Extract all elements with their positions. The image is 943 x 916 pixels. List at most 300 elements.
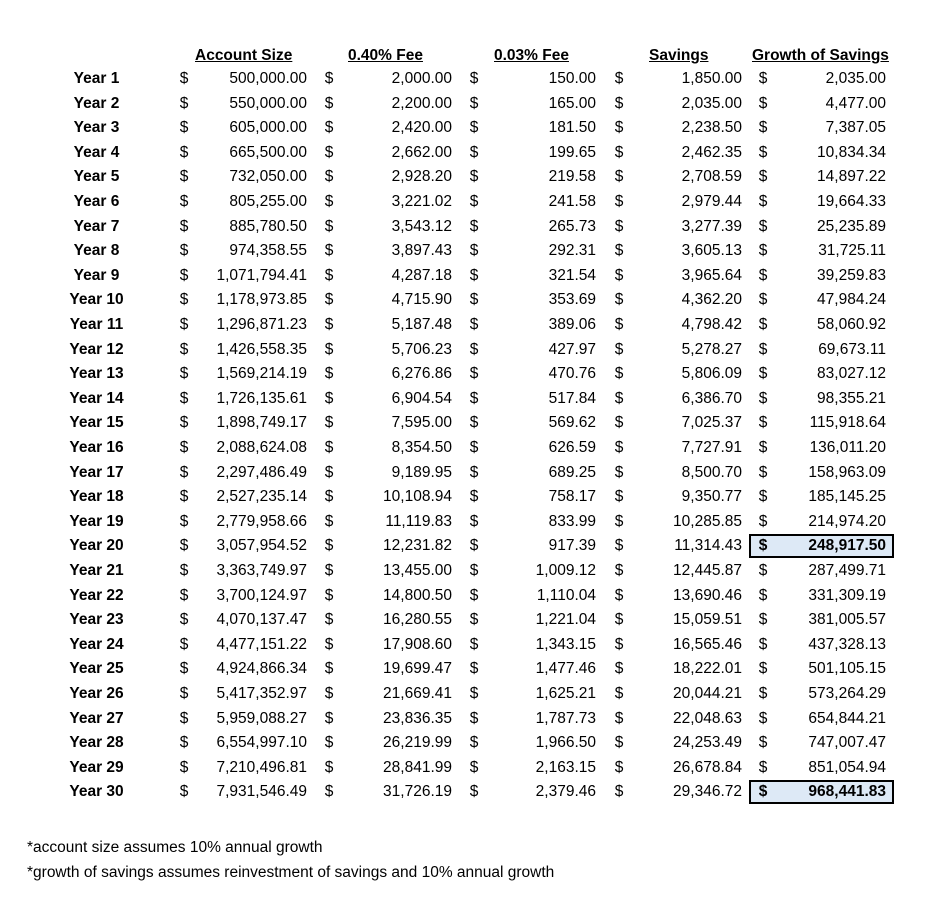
dollar-sign: $ xyxy=(469,439,479,456)
dollar-sign: $ xyxy=(758,488,768,506)
dollar-sign: $ xyxy=(324,340,334,358)
year-label: Year 24 xyxy=(69,635,124,653)
account-size-value: 3,700,124.97 xyxy=(216,586,307,604)
dollar-sign: $ xyxy=(469,70,479,87)
dollar-sign: $ xyxy=(758,463,768,481)
account-size-value: 5,959,088.27 xyxy=(216,709,307,727)
dollar-sign: $ xyxy=(469,635,479,653)
dollar-sign: $ xyxy=(469,414,479,432)
growth-of-savings-value: 19,664.33 xyxy=(817,193,886,210)
fee-040-value: 28,841.99 xyxy=(383,758,452,776)
savings-value: 1,850.00 xyxy=(681,70,742,87)
fee-040-value: 31,726.19 xyxy=(383,783,452,801)
year-label: Year 23 xyxy=(69,611,124,629)
fee-040-value: 3,543.12 xyxy=(391,217,452,235)
dollar-sign: $ xyxy=(324,70,334,87)
fee-003-value: 265.73 xyxy=(548,217,596,235)
year-label: Year 30 xyxy=(69,783,124,801)
fee-040-value: 26,219.99 xyxy=(383,734,452,752)
dollar-sign: $ xyxy=(469,783,479,801)
fee-040-value: 21,669.41 xyxy=(383,685,452,702)
dollar-sign: $ xyxy=(614,70,624,87)
header-account-size: Account Size xyxy=(195,47,293,64)
dollar-sign: $ xyxy=(179,70,189,87)
year-label: Year 11 xyxy=(69,316,124,333)
growth-of-savings-value: 136,011.20 xyxy=(809,439,886,456)
dollar-sign: $ xyxy=(469,709,479,727)
dollar-sign: $ xyxy=(324,734,334,752)
year-label: Year 14 xyxy=(69,389,124,407)
table-row xyxy=(0,510,943,535)
dollar-sign: $ xyxy=(469,537,479,555)
dollar-sign: $ xyxy=(324,242,334,260)
dollar-sign: $ xyxy=(614,143,624,161)
fee-040-value: 16,280.55 xyxy=(383,611,452,629)
growth-of-savings-value: 158,963.09 xyxy=(808,463,886,481)
year-label: Year 28 xyxy=(69,734,124,752)
fee-003-value: 353.69 xyxy=(548,291,596,309)
dollar-sign: $ xyxy=(179,193,189,210)
fee-040-value: 19,699.47 xyxy=(383,660,452,678)
fee-040-value: 4,287.18 xyxy=(391,266,452,284)
dollar-sign: $ xyxy=(758,217,768,235)
dollar-sign: $ xyxy=(179,685,189,702)
year-label: Year 17 xyxy=(69,463,124,481)
growth-of-savings-value: 69,673.11 xyxy=(818,340,886,358)
dollar-sign: $ xyxy=(614,217,624,235)
account-size-value: 1,726,135.61 xyxy=(216,389,307,407)
table-row xyxy=(0,362,943,387)
fee-003-value: 165.00 xyxy=(548,94,596,112)
growth-of-savings-value: 248,917.50 xyxy=(808,537,886,555)
fee-040-value: 13,455.00 xyxy=(383,562,452,579)
account-size-value: 974,358.55 xyxy=(229,242,307,260)
year-label: Year 29 xyxy=(69,758,124,776)
savings-value: 5,806.09 xyxy=(681,365,742,383)
fee-040-value: 8,354.50 xyxy=(391,439,452,456)
dollar-sign: $ xyxy=(324,586,334,604)
dollar-sign: $ xyxy=(469,168,479,186)
dollar-sign: $ xyxy=(614,340,624,358)
growth-of-savings-value: 47,984.24 xyxy=(817,291,886,309)
year-label: Year 13 xyxy=(69,365,124,383)
dollar-sign: $ xyxy=(469,365,479,383)
dollar-sign: $ xyxy=(469,512,479,530)
dollar-sign: $ xyxy=(469,685,479,702)
dollar-sign: $ xyxy=(324,291,334,309)
year-label: Year 25 xyxy=(69,660,124,678)
dollar-sign: $ xyxy=(469,291,479,309)
account-size-value: 665,500.00 xyxy=(229,143,307,161)
dollar-sign: $ xyxy=(179,242,189,260)
dollar-sign: $ xyxy=(179,217,189,235)
savings-value: 10,285.85 xyxy=(673,512,742,530)
dollar-sign: $ xyxy=(179,143,189,161)
dollar-sign: $ xyxy=(758,660,768,678)
fee-040-value: 9,189.95 xyxy=(391,463,452,481)
table-row xyxy=(0,288,943,313)
dollar-sign: $ xyxy=(469,562,479,579)
account-size-value: 2,297,486.49 xyxy=(216,463,307,481)
dollar-sign: $ xyxy=(469,758,479,776)
dollar-sign: $ xyxy=(179,340,189,358)
dollar-sign: $ xyxy=(758,291,768,309)
table-row xyxy=(0,338,943,363)
dollar-sign: $ xyxy=(324,389,334,407)
dollar-sign: $ xyxy=(469,660,479,678)
account-size-value: 1,426,558.35 xyxy=(216,340,307,358)
savings-value: 4,798.42 xyxy=(681,316,742,333)
dollar-sign: $ xyxy=(179,414,189,432)
fee-040-value: 23,836.35 xyxy=(383,709,452,727)
year-label: Year 12 xyxy=(69,340,124,358)
fee-040-value: 12,231.82 xyxy=(383,537,452,555)
savings-value: 26,678.84 xyxy=(673,758,742,776)
savings-value: 2,238.50 xyxy=(681,119,742,137)
account-size-value: 1,296,871.23 xyxy=(216,316,307,333)
dollar-sign: $ xyxy=(758,685,768,702)
dollar-sign: $ xyxy=(179,316,189,333)
dollar-sign: $ xyxy=(324,414,334,432)
account-size-value: 4,477,151.22 xyxy=(216,635,307,653)
savings-value: 24,253.49 xyxy=(673,734,742,752)
fee-003-value: 1,343.15 xyxy=(535,635,596,653)
year-label: Year 3 xyxy=(73,119,120,137)
year-label: Year 10 xyxy=(69,291,124,309)
fee-003-value: 626.59 xyxy=(548,439,596,456)
table-row xyxy=(0,116,943,141)
savings-value: 2,462.35 xyxy=(681,143,742,161)
fee-040-value: 4,715.90 xyxy=(391,291,452,309)
table-row xyxy=(0,780,943,805)
fee-003-value: 427.97 xyxy=(548,340,596,358)
dollar-sign: $ xyxy=(179,512,189,530)
dollar-sign: $ xyxy=(758,365,768,383)
dollar-sign: $ xyxy=(324,143,334,161)
dollar-sign: $ xyxy=(469,488,479,506)
fee-040-value: 3,221.02 xyxy=(391,193,452,210)
dollar-sign: $ xyxy=(614,635,624,653)
fee-040-value: 10,108.94 xyxy=(383,488,452,506)
year-label: Year 4 xyxy=(73,143,120,161)
dollar-sign: $ xyxy=(179,463,189,481)
growth-of-savings-value: 115,918.64 xyxy=(809,414,886,432)
year-label: Year 5 xyxy=(73,168,120,186)
fee-003-value: 569.62 xyxy=(548,414,596,432)
fee-003-value: 150.00 xyxy=(548,70,596,87)
dollar-sign: $ xyxy=(758,193,768,210)
dollar-sign: $ xyxy=(758,758,768,776)
dollar-sign: $ xyxy=(758,119,768,137)
dollar-sign: $ xyxy=(758,242,768,260)
growth-of-savings-value: 58,060.92 xyxy=(817,316,886,333)
savings-value: 12,445.87 xyxy=(673,562,742,579)
savings-value: 15,059.51 xyxy=(673,611,742,629)
account-size-value: 2,779,958.66 xyxy=(216,512,307,530)
fee-040-value: 5,187.48 xyxy=(391,316,452,333)
fee-040-value: 3,897.43 xyxy=(391,242,452,260)
fee-003-value: 2,379.46 xyxy=(535,783,596,801)
dollar-sign: $ xyxy=(179,611,189,629)
dollar-sign: $ xyxy=(614,512,624,530)
dollar-sign: $ xyxy=(324,512,334,530)
growth-of-savings-value: 573,264.29 xyxy=(808,685,886,702)
dollar-sign: $ xyxy=(614,562,624,579)
dollar-sign: $ xyxy=(614,660,624,678)
account-size-value: 2,527,235.14 xyxy=(216,488,307,506)
savings-value: 22,048.63 xyxy=(673,709,742,727)
growth-of-savings-value: 185,145.25 xyxy=(808,488,886,506)
dollar-sign: $ xyxy=(758,512,768,530)
fee-040-value: 2,928.20 xyxy=(391,168,452,186)
year-label: Year 7 xyxy=(73,217,120,235)
year-label: Year 2 xyxy=(73,94,120,112)
year-label: Year 1 xyxy=(73,70,120,87)
dollar-sign: $ xyxy=(758,414,768,432)
year-label: Year 15 xyxy=(69,414,124,432)
dollar-sign: $ xyxy=(179,586,189,604)
savings-value: 2,979.44 xyxy=(681,193,742,210)
dollar-sign: $ xyxy=(179,119,189,137)
account-size-value: 1,178,973.85 xyxy=(216,291,307,309)
dollar-sign: $ xyxy=(179,734,189,752)
dollar-sign: $ xyxy=(614,734,624,752)
account-size-value: 5,417,352.97 xyxy=(216,685,307,702)
table-row xyxy=(0,264,943,289)
table-row xyxy=(0,67,943,92)
dollar-sign: $ xyxy=(469,734,479,752)
fee-040-value: 6,276.86 xyxy=(391,365,452,383)
dollar-sign: $ xyxy=(614,783,624,801)
dollar-sign: $ xyxy=(179,783,189,801)
dollar-sign: $ xyxy=(469,389,479,407)
dollar-sign: $ xyxy=(324,94,334,112)
fee-003-value: 758.17 xyxy=(548,488,596,506)
dollar-sign: $ xyxy=(758,143,768,161)
account-size-value: 4,924,866.34 xyxy=(216,660,307,678)
account-size-value: 605,000.00 xyxy=(229,119,307,137)
growth-of-savings-value: 501,105.15 xyxy=(808,660,886,678)
account-size-value: 805,255.00 xyxy=(229,193,307,210)
fee-003-value: 1,009.12 xyxy=(535,562,596,579)
fee-040-value: 17,908.60 xyxy=(383,635,452,653)
savings-value: 3,965.64 xyxy=(681,266,742,284)
dollar-sign: $ xyxy=(758,562,768,579)
dollar-sign: $ xyxy=(758,316,768,333)
dollar-sign: $ xyxy=(324,463,334,481)
fee-040-value: 11,119.83 xyxy=(385,512,452,530)
dollar-sign: $ xyxy=(758,340,768,358)
dollar-sign: $ xyxy=(324,217,334,235)
dollar-sign: $ xyxy=(469,266,479,284)
growth-of-savings-value: 287,499.71 xyxy=(808,562,886,579)
dollar-sign: $ xyxy=(324,316,334,333)
growth-of-savings-value: 851,054.94 xyxy=(808,758,886,776)
table-row xyxy=(0,141,943,166)
growth-of-savings-value: 31,725.11 xyxy=(818,242,886,260)
fee-003-value: 1,625.21 xyxy=(535,685,596,702)
fee-003-value: 517.84 xyxy=(548,389,596,407)
fee-003-value: 2,163.15 xyxy=(535,758,596,776)
fee-003-value: 181.50 xyxy=(548,119,596,137)
dollar-sign: $ xyxy=(614,119,624,137)
dollar-sign: $ xyxy=(324,439,334,456)
dollar-sign: $ xyxy=(324,783,334,801)
savings-value: 2,708.59 xyxy=(681,168,742,186)
dollar-sign: $ xyxy=(614,242,624,260)
fee-003-value: 1,787.73 xyxy=(535,709,596,727)
dollar-sign: $ xyxy=(614,365,624,383)
growth-of-savings-value: 2,035.00 xyxy=(825,70,886,87)
savings-value: 20,044.21 xyxy=(673,685,742,702)
dollar-sign: $ xyxy=(758,168,768,186)
dollar-sign: $ xyxy=(614,709,624,727)
savings-value: 7,727.91 xyxy=(681,439,742,456)
account-size-value: 3,363,749.97 xyxy=(216,562,307,579)
table-row xyxy=(0,731,943,756)
dollar-sign: $ xyxy=(324,168,334,186)
table-row xyxy=(0,313,943,338)
dollar-sign: $ xyxy=(614,758,624,776)
dollar-sign: $ xyxy=(179,389,189,407)
savings-value: 2,035.00 xyxy=(681,94,742,112)
dollar-sign: $ xyxy=(614,439,624,456)
dollar-sign: $ xyxy=(179,439,189,456)
dollar-sign: $ xyxy=(614,488,624,506)
savings-value: 18,222.01 xyxy=(673,660,742,678)
account-size-value: 1,569,214.19 xyxy=(216,365,307,383)
savings-value: 13,690.46 xyxy=(673,586,742,604)
dollar-sign: $ xyxy=(614,94,624,112)
dollar-sign: $ xyxy=(758,266,768,284)
account-size-value: 2,088,624.08 xyxy=(216,439,307,456)
table-row xyxy=(0,633,943,658)
dollar-sign: $ xyxy=(758,439,768,456)
growth-of-savings-value: 4,477.00 xyxy=(825,94,886,112)
account-size-value: 7,210,496.81 xyxy=(216,758,307,776)
dollar-sign: $ xyxy=(179,709,189,727)
dollar-sign: $ xyxy=(758,537,768,555)
savings-value: 3,605.13 xyxy=(681,242,742,260)
fee-003-value: 321.54 xyxy=(548,266,596,284)
dollar-sign: $ xyxy=(324,537,334,555)
dollar-sign: $ xyxy=(469,119,479,137)
savings-value: 5,278.27 xyxy=(681,340,742,358)
dollar-sign: $ xyxy=(324,562,334,579)
fee-003-value: 833.99 xyxy=(548,512,596,530)
growth-of-savings-value: 7,387.05 xyxy=(825,119,886,137)
dollar-sign: $ xyxy=(469,94,479,112)
table-row xyxy=(0,559,943,584)
footnote-growth-of-savings: *growth of savings assumes reinvestment of savings and 10% annual growth xyxy=(27,864,555,881)
fee-003-value: 389.06 xyxy=(548,316,596,333)
table-row xyxy=(0,485,943,510)
fee-003-value: 199.65 xyxy=(548,143,596,161)
year-label: Year 18 xyxy=(69,488,124,506)
table-row xyxy=(0,707,943,732)
dollar-sign: $ xyxy=(179,365,189,383)
growth-of-savings-value: 25,235.89 xyxy=(817,217,886,235)
dollar-sign: $ xyxy=(179,562,189,579)
dollar-sign: $ xyxy=(469,340,479,358)
year-label: Year 20 xyxy=(69,537,124,555)
dollar-sign: $ xyxy=(758,709,768,727)
fee-040-value: 14,800.50 xyxy=(383,586,452,604)
header-fee-040: 0.40% Fee xyxy=(348,47,423,64)
dollar-sign: $ xyxy=(179,168,189,186)
dollar-sign: $ xyxy=(758,635,768,653)
dollar-sign: $ xyxy=(179,488,189,506)
dollar-sign: $ xyxy=(324,193,334,210)
account-size-value: 3,057,954.52 xyxy=(216,537,307,555)
account-size-value: 1,071,794.41 xyxy=(216,266,307,284)
dollar-sign: $ xyxy=(469,586,479,604)
dollar-sign: $ xyxy=(614,611,624,629)
header-fee-003: 0.03% Fee xyxy=(494,47,569,64)
growth-of-savings-value: 381,005.57 xyxy=(808,611,886,629)
fee-003-value: 292.31 xyxy=(548,242,596,260)
table-row xyxy=(0,411,943,436)
year-label: Year 21 xyxy=(69,562,124,579)
header-savings: Savings xyxy=(649,47,709,64)
fee-003-value: 219.58 xyxy=(548,168,596,186)
dollar-sign: $ xyxy=(179,537,189,555)
dollar-sign: $ xyxy=(614,291,624,309)
growth-of-savings-value: 214,974.20 xyxy=(808,512,886,530)
fee-003-value: 917.39 xyxy=(548,537,596,555)
account-size-value: 550,000.00 xyxy=(229,94,307,112)
year-label: Year 22 xyxy=(69,586,124,604)
dollar-sign: $ xyxy=(469,143,479,161)
dollar-sign: $ xyxy=(324,758,334,776)
fee-040-value: 2,662.00 xyxy=(391,143,452,161)
dollar-sign: $ xyxy=(179,758,189,776)
dollar-sign: $ xyxy=(614,537,624,555)
dollar-sign: $ xyxy=(614,193,624,210)
dollar-sign: $ xyxy=(469,611,479,629)
fee-003-value: 689.25 xyxy=(548,463,596,481)
fee-003-value: 1,966.50 xyxy=(535,734,596,752)
dollar-sign: $ xyxy=(758,70,768,87)
savings-value: 6,386.70 xyxy=(681,389,742,407)
dollar-sign: $ xyxy=(758,783,768,801)
growth-of-savings-value: 39,259.83 xyxy=(817,266,886,284)
dollar-sign: $ xyxy=(614,316,624,333)
dollar-sign: $ xyxy=(324,365,334,383)
table-row xyxy=(0,608,943,633)
dollar-sign: $ xyxy=(324,266,334,284)
table-row xyxy=(0,215,943,240)
account-size-value: 885,780.50 xyxy=(229,217,307,235)
dollar-sign: $ xyxy=(614,685,624,702)
dollar-sign: $ xyxy=(614,389,624,407)
table-row xyxy=(0,239,943,264)
dollar-sign: $ xyxy=(758,94,768,112)
dollar-sign: $ xyxy=(758,586,768,604)
account-size-value: 6,554,997.10 xyxy=(216,734,307,752)
savings-value: 11,314.43 xyxy=(674,537,742,555)
dollar-sign: $ xyxy=(324,685,334,702)
growth-of-savings-value: 10,834.34 xyxy=(817,143,886,161)
fee-003-value: 470.76 xyxy=(548,365,596,383)
fee-040-value: 2,420.00 xyxy=(391,119,452,137)
account-size-value: 7,931,546.49 xyxy=(216,783,307,801)
dollar-sign: $ xyxy=(179,266,189,284)
dollar-sign: $ xyxy=(324,119,334,137)
account-size-value: 1,898,749.17 xyxy=(216,414,307,432)
dollar-sign: $ xyxy=(179,94,189,112)
year-label: Year 16 xyxy=(69,439,124,456)
